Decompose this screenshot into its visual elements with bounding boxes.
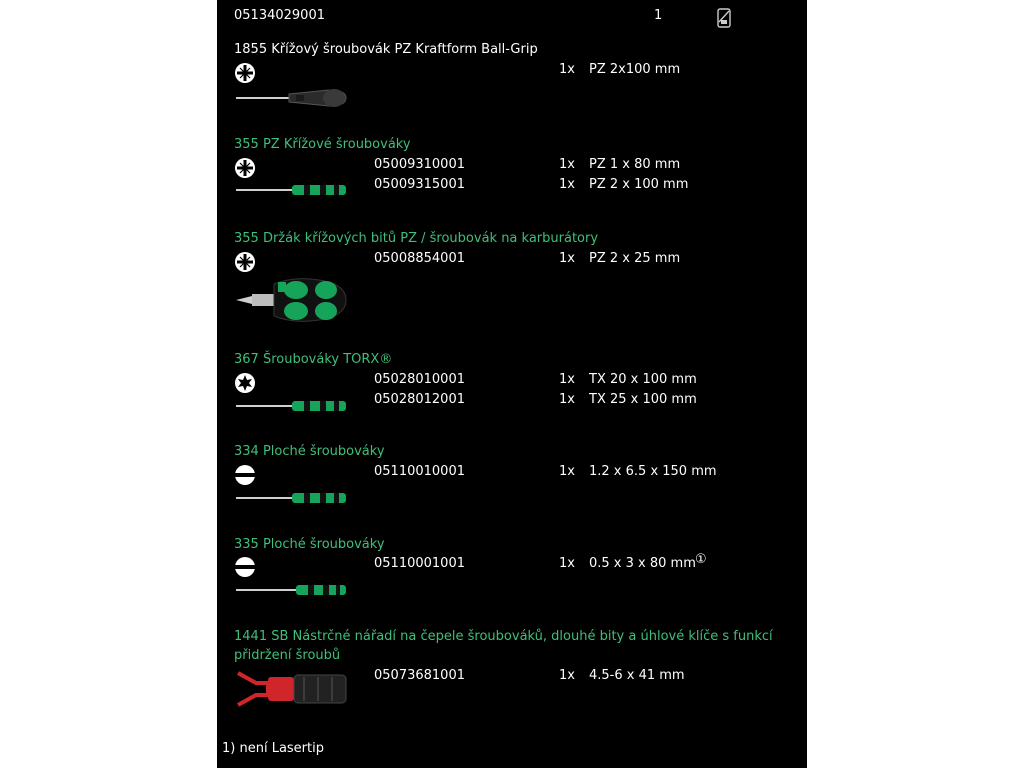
smartphone-slash-icon: [716, 8, 732, 32]
qty: 1x: [559, 62, 575, 77]
article-code: 05008854001: [374, 251, 465, 266]
header-quantity: 1: [654, 8, 663, 23]
slotted-tip-icon: [234, 556, 256, 582]
qty: 1x: [559, 157, 575, 172]
qty: 1x: [559, 556, 575, 571]
section-title-1855: 1855 Křížový šroubovák PZ Kraftform Ball-Grip: [234, 42, 538, 57]
ball-grip-screwdriver-image: [234, 84, 349, 112]
socket-holder-image: [234, 667, 349, 712]
section-title-1441-line1: 1441 SB Nástrčné nářadí na čepele šroubováků, dlouhé bity a úhlové klíče s funkcí: [234, 629, 773, 644]
article-code: 05009315001: [374, 177, 465, 192]
torx-tip-icon: [234, 372, 256, 398]
qty: 1x: [559, 251, 575, 266]
slotted-tip-icon: [234, 464, 256, 490]
spec: 0.5 x 3 x 80 mm: [589, 556, 696, 571]
spec: PZ 2 x 100 mm: [589, 177, 689, 192]
section-title-355-pz: 355 PZ Křížové šroubováky: [234, 137, 411, 152]
footnote-marker: ①: [695, 552, 707, 567]
product-sheet: [217, 0, 807, 768]
article-number: 05134029001: [234, 8, 325, 23]
stubby-bit-holder-image: [234, 274, 349, 326]
qty: 1x: [559, 668, 575, 683]
screwdriver-image: [234, 580, 349, 600]
qty: 1x: [559, 392, 575, 407]
article-code: 05073681001: [374, 668, 465, 683]
screwdriver-image: [234, 396, 349, 416]
spec: 4.5-6 x 41 mm: [589, 668, 685, 683]
spec: PZ 2x100 mm: [589, 62, 681, 77]
spec: PZ 2 x 25 mm: [589, 251, 681, 266]
spec: 1.2 x 6.5 x 150 mm: [589, 464, 717, 479]
footnote: 1) není Lasertip: [222, 741, 324, 756]
section-title-334-slotted: 334 Ploché šroubováky: [234, 444, 385, 459]
screwdriver-image: [234, 180, 349, 200]
spec: TX 25 x 100 mm: [589, 392, 697, 407]
article-code: 05009310001: [374, 157, 465, 172]
article-code: 05110010001: [374, 464, 465, 479]
section-title-367-torx: 367 Šroubováky TORX®: [234, 352, 393, 367]
qty: 1x: [559, 464, 575, 479]
article-code: 05028010001: [374, 372, 465, 387]
screwdriver-image: [234, 488, 349, 508]
spec: TX 20 x 100 mm: [589, 372, 697, 387]
section-title-355-holder: 355 Držák křížových bitů PZ / šroubovák na karburátory: [234, 231, 599, 246]
article-code: 05110001001: [374, 556, 465, 571]
article-code: 05028012001: [374, 392, 465, 407]
qty: 1x: [559, 372, 575, 387]
qty: 1x: [559, 177, 575, 192]
spec: PZ 1 x 80 mm: [589, 157, 681, 172]
section-title-335-slotted: 335 Ploché šroubováky: [234, 537, 385, 552]
section-title-1441-line2: přidržení šroubů: [234, 648, 341, 663]
